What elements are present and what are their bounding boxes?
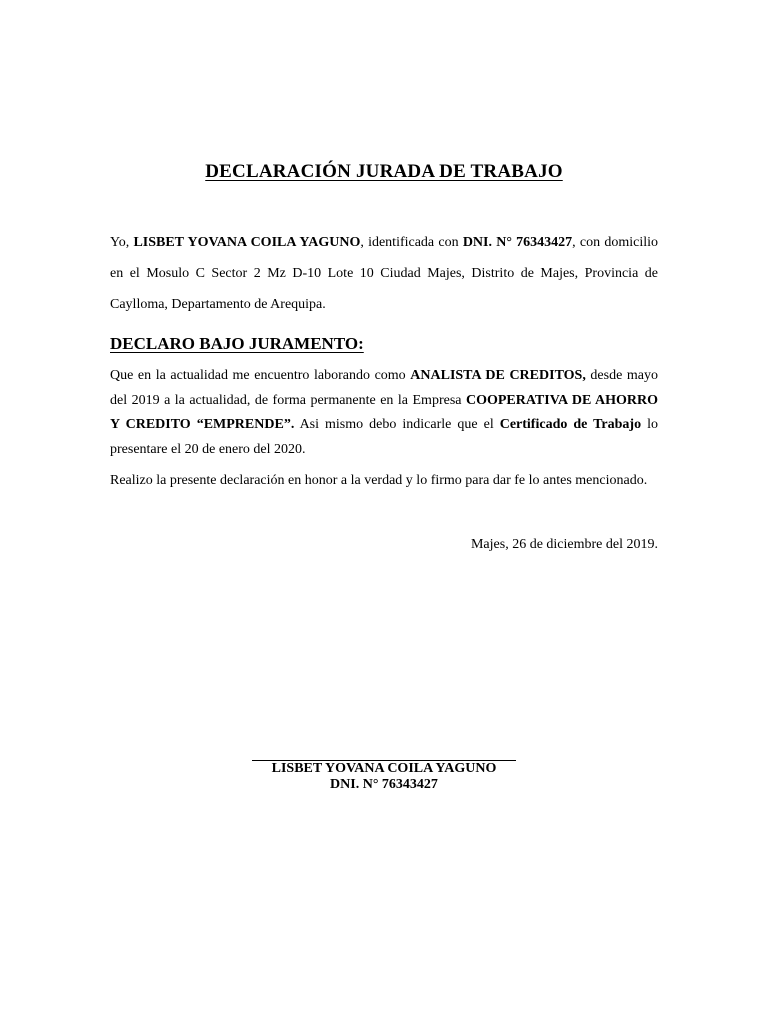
company-name: COOPERATIVA DE AHORRO Y CREDITO “EMPRENDE”. [110, 392, 658, 432]
document-title: DECLARACIÓN JURADA DE TRABAJO [205, 161, 563, 182]
body1-text-3: Asi mismo debo indicarle que el [294, 417, 500, 432]
intro-text-3: , con domicilio en el Mosulo C Sector 2 Mz D-10 Lote 10 Ciudad Majes, Distrito de Majes, Provincia de Caylloma, Departamento de Arequipa. [110, 235, 658, 312]
intro-text-1: Yo, [110, 235, 134, 250]
body1-text-4: lo presentare el 20 de enero del 2020. [110, 417, 659, 457]
place-date: Majes, 26 de diciembre del 2019. [470, 537, 658, 552]
declaration-heading: DECLARO BAJO JURAMENTO: [110, 334, 364, 353]
declarant-dni: DNI. N° 76343427 [462, 235, 573, 250]
signature-name: LISBET YOVANA COILA YAGUNO [271, 761, 497, 776]
closing-paragraph: Realizo la presente declaración en honor a la verdad y lo firmo para dar fe lo antes mencionado. [110, 473, 648, 488]
declarant-name: LISBET YOVANA COILA YAGUNO [133, 235, 361, 250]
intro-paragraph [110, 227, 658, 320]
body1-text-2: desde mayo del 2019 a la actualidad, de forma permanente en la Empresa [110, 368, 659, 408]
certificate-name: Certificado de Trabajo [499, 417, 642, 432]
signature-dni: DNI. N° 76343427 [330, 777, 438, 792]
job-position: ANALISTA DE CREDITOS, [410, 368, 586, 383]
body1-text-1: Que en la actualidad me encuentro laborando como [110, 368, 411, 383]
employment-paragraph [110, 364, 658, 462]
intro-text-2: , identificada con [360, 235, 463, 250]
